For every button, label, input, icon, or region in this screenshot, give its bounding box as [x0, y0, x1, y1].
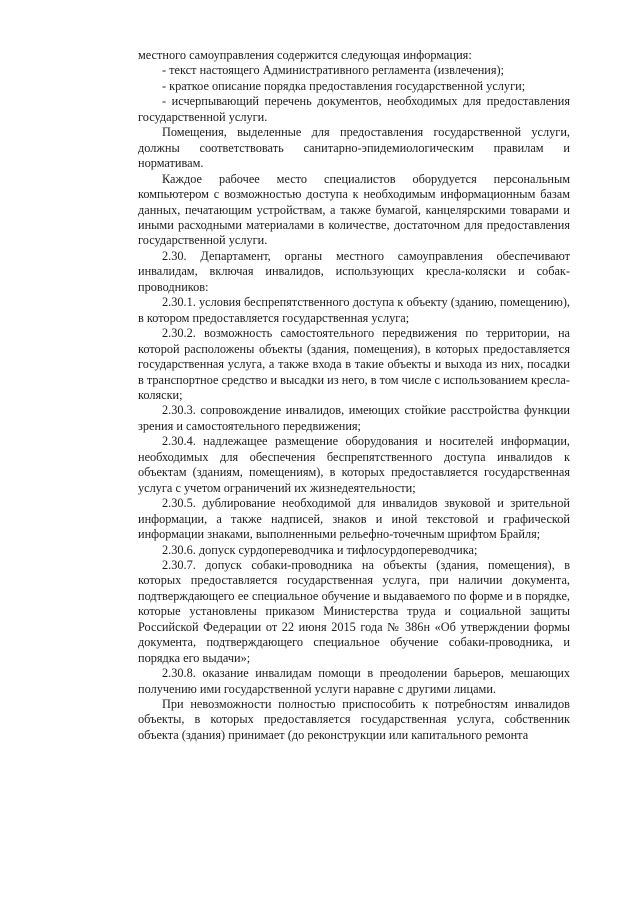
paragraph-section-2-30-6: 2.30.6. допуск сурдопереводчика и тифлосурдопереводчика;: [162, 542, 478, 557]
paragraph-section-2-30: 2.30. Департамент, органы местного самоуправления обеспечивают инвалидам, включая инвалидов, использующих кресла-коляски и собак-проводников:: [138, 248, 570, 294]
document-body: [138, 48, 570, 743]
paragraph-section-2-30-4: 2.30.4. надлежащее размещение оборудования и носителей информации, необходимых для обеспечения беспрепятственного доступа инвалидов к объектам (зданиям, помещениям), в которых предоставляется государственная услуга с учетом ограничений их жизнедеятельности;: [138, 434, 570, 495]
paragraph-section-2-30-7: 2.30.7. допуск собаки-проводника на объекты (здания, помещения), в которых предоставляется государственная услуга, при наличии документа, подтверждающего ее специальное обучение и выдаваемого по форме и в порядке, которые установлены приказом Министерства труда и социальной защиты Российской Федерации от 22 июня 2015 года № 386н «Об утверждении формы документа, подтверждающего специальное обучение собаки-проводника, и порядка его выдачи»;: [138, 557, 570, 665]
paragraph-section-2-30-8: 2.30.8. оказание инвалидам помощи в преодолении барьеров, мешающих получению ими государственной услуги наравне с другими лицами.: [138, 666, 570, 696]
paragraph-section-2-30-3: 2.30.3. сопровождение инвалидов, имеющих стойкие расстройства функции зрения и самостоятельного передвижения;: [138, 403, 570, 433]
paragraph-section-2-30-2: 2.30.2. возможность самостоятельного передвижения по территории, на которой расположены объекты (здания, помещения), в которых предоставляется государственная услуга, а также входа в такие объекты и выхода из них, посадки в транспортное средство и высадки из него, в том числе с использованием кресла-коляски;: [138, 326, 570, 402]
paragraph-premises-requirements: Помещения, выделенные для предоставления государственной услуги, должны соответствовать санитарно-эпидемиологическим правилам и нормативам.: [138, 125, 570, 171]
paragraph-list-item-procedure-description: - краткое описание порядка предоставления государственной услуги;: [162, 78, 526, 93]
paragraph-workplace-equipment: Каждое рабочее место специалистов оборудуется персональным компьютером с возможностью доступа к необходимым информационным базам данных, печатающим устройствам, а также бумагой, канцелярскими товарами и иными расходными материалами в количестве, достаточном для предоставления государственной услуги.: [138, 171, 570, 248]
paragraph-section-2-30-1: 2.30.1. условия беспрепятственного доступа к объекту (зданию, помещению), в котором предоставляется государственная услуга;: [138, 295, 570, 325]
paragraph-section-2-30-5: 2.30.5. дублирование необходимой для инвалидов звуковой и зрительной информации, а также надписей, знаков и иной текстовой и графической информации знаками, выполненными рельефно-точечным шрифтом Брайля;: [138, 496, 570, 542]
paragraph-info-intro: местного самоуправления содержится следующая информация:: [138, 48, 472, 62]
paragraph-list-item-regulation-text: - текст настоящего Административного регламента (извлечения);: [162, 63, 505, 78]
paragraph-adaptation-impossible: При невозможности полностью приспособить к потребностям инвалидов объекты, в которых предоставляется государственная услуга, собственник объекта (здания) принимает (до реконструкции или капитального ремонта: [138, 697, 570, 742]
paragraph-list-item-documents-list: - исчерпывающий перечень документов, необходимых для предоставления государственной услуги.: [138, 94, 570, 124]
